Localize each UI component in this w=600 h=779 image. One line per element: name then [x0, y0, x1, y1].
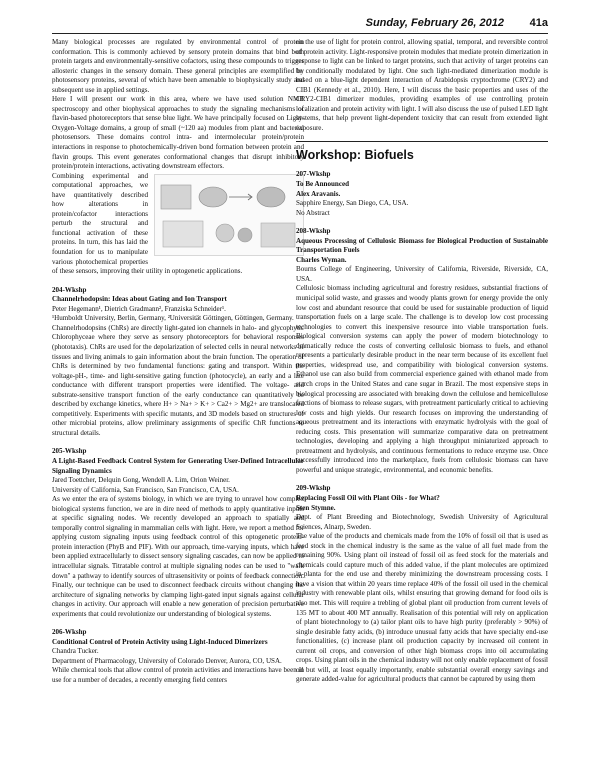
abstract-title: To Be Announced [296, 180, 350, 189]
abstract-figure [154, 174, 304, 256]
intro-paragraph: Combining experimental and computational approaches, we have quantitatively described how alterations in protein/cofactor interactions perturb the structural and functional activation of these proteins. In turn, this has laid the foundation for us to manipulate various photochemical properties of these sensors, improving their utility in optogenetic applications. [52, 171, 243, 276]
abstract-affiliation: Bourns College of Engineering, University of California, Riverside, Riverside, CA, USA. [296, 265, 548, 283]
figure-panel [163, 221, 203, 247]
abstract-id: 205-Wkshp [52, 447, 87, 456]
figure-protein-shape [199, 187, 227, 207]
abstract-authors: Peter Hegemann¹, Dietrich Gradmann², Franziska Schneider¹. [52, 304, 226, 313]
abstract-id: 204-Wkshp [52, 285, 87, 294]
figure-domain-shape [238, 228, 252, 242]
abstract-affiliation: Dept. of Plant Breeding and Biotechnology, Swedish University of Agricultural Sciences, Alnarp, Sweden. [296, 513, 548, 531]
abstract [52, 628, 304, 685]
abstract-affiliation: ¹Humboldt University, Berlin, Germany, ²Universität Göttingen, Göttingen, Germany. [52, 314, 294, 323]
abstract-title: Replacing Fossil Oil with Plant Oils - for What? [296, 493, 440, 502]
figure-protein-shape [257, 187, 285, 207]
figure-panel [261, 223, 295, 247]
figure-graphic [155, 175, 303, 255]
running-header [52, 17, 548, 34]
abstract-body: No Abstract [296, 208, 330, 217]
abstract [296, 170, 548, 218]
abstract-authors: Alex Aravanis. [296, 189, 341, 198]
abstract-body: Cellulosic biomass including agricultural and forestry residues, substantial fractions of municipal solid waste, and grasses and woody plants grown for energy provide the only low cost and abundant resource that could be used for sustainable production of liquid transportation fuels on a large scale. The challenge is to develop low cost processing technologies to convert this inexpensive resource into viable transportation fuels. Biological conversion systems can apply the power of modern biotechnology to dramatically reduce the costs of converting cellulosic biomass to fuels, and ethanol represents a particularly desirable product in the near term because of its excellent fuel properties, widespread use, and compatibility with biological conversion systems. Ethanol use can also build from commercial experience gained with ethanol made from starch crops in the United States and cane sugar in Brazil. The most expensive steps in biological processing are associated with breaking down the cellulose and hemicellulose fractions of biomass to release sugars, with pretreatment particularly critical to achieving low costs and high yields. Our research focuses on improving the understanding of aqueous pretreatment and its interactions with enzymatic hydrolysis with the goal of reducing costs. This presentation will summarize comparative data on pretreatment technologies, developing and applying a high throughput miniaturized approach to pretreatment and hydrolysis, and continuous fermentations to reduce enzyme use. Once successfully introduced into the marketplace, fuels from cellulosic biomass can have powerful and unique strategic, environmental, and economic benefits. [296, 284, 548, 474]
abstract-id: 206-Wkshp [52, 628, 87, 637]
abstract-authors: Charles Wyman. [296, 255, 347, 264]
figure-panel [161, 185, 191, 209]
abstract-affiliation: University of California, San Francisco, San Francisco, CA, USA. [52, 485, 239, 494]
abstract-authors: Chandra Tucker. [52, 647, 99, 656]
right-column [296, 38, 548, 774]
abstract-affiliation: Sapphire Energy, San Diego, CA, USA. [296, 199, 409, 208]
header-page-number: 41a [529, 17, 548, 29]
abstract-authors: Jared Toettcher, Delquin Gong, Wendell A. Lim, Orion Weiner. [52, 476, 230, 485]
abstract-body: While chemical tools that allow control of protein activities and interactions have been in use for a number of decades, a recently emerging field centers [52, 666, 304, 684]
abstract-id: 208-Wkshp [296, 227, 331, 236]
abstract [296, 484, 548, 684]
intro-paragraph: Here I will present our work in this area, where we have used solution NMR spectroscopy and other biophysical approaches to study the signaling mechanisms of flavin-based photoreceptors that sense blue light. We have principally focused on Light-Oxygen-Voltage domains, a group of small (~120 aa) modules from plant and bacterial photosensors. These domains control intra- and intermolecular protein/protein interactions in response to photochemically-driven bond formation between protein and flavin groups. This event generates conformational changes that disrupt inhibitory protein/protein interactions, activating downstream effectors. [52, 95, 304, 171]
abstract [52, 447, 304, 619]
abstract-title: Aqueous Processing of Cellulosic Biomass for Biological Production of Sustainable Transportation Fuels [296, 236, 548, 255]
abstract-id: 209-Wkshp [296, 484, 331, 493]
abstract [296, 227, 548, 475]
intro-with-figure [52, 172, 304, 277]
abstract-title: Channelrhodopsin: Ideas about Gating and Ion Transport [52, 295, 227, 304]
intro-paragraph: Many biological processes are regulated by environmental control of protein conformation. This is commonly achieved by sensory protein domains that bind both protein targets and environmentally-sensitive cofactors, using these compounds to trigger allosteric changes in the sensory domain. These general principles are exemplified by photosensory proteins, several of which have been amenable to biophysically study and subsequent use in applied settings. [52, 38, 304, 94]
abstract [52, 286, 304, 439]
abstract-body: The value of the products and chemicals made from the 10% of fossil oil that is used as feed stock in the chemical industry is the same as the value of all fuel made from the remaining 90%. Using plant oil instead of fossil oil as feed stock for the materials and chemicals could capture much of this added value, if the plant molecules are optimized in-planta for the end use and thereby minimizing the downstream processing costs. I have a vision that within 20 years time replace 40% of the fossil oil used in the chemical industry with renewable plant oils, whilst ensuring that growing demand for food oils is also met. This will require a trebling of global plant oil production from current levels of 135 MT to about 400 MT annually. Realisation of this potential will rely on application of plant biotechnology to (a) tailor plant oils to have high purity (preferably > 90%) of single desirable fatty acids, (b) introduce unusual fatty acids that have specialty end-use functionalities, (c) increase plant oil production capacity by increased oil content in current oil crops, and conversion of other high biomass crops into oil accumulating crops. Using plant oils in the chemical industry will not only enable replacement of fossil oil but will, at least equally importantly, enable substantial overall energy savings and generate added-value for agricultural products that cannot be captured by using them [296, 532, 548, 684]
abstract-authors: Sten Stymne. [296, 503, 336, 512]
workshop-heading: Workshop: Biofuels [296, 141, 548, 162]
abstract-id: 207-Wkshp [296, 170, 331, 179]
abstract-body: Channelrhodopsins (ChRs) are directly light-gated ion channels in halo- and glycophytic Chlorophyceae where they serve as sensory photoreceptors for behavioral responses (phototaxis). ChRs are used for the depolarization of selected cells in neural networks of tissues and living animals to gain information about the brain function. The operation of ChRs is determined by two fundamental functions: gating and transport. Within the voltage-pH-, time- and light-sensitive gating function (photocycle), an early and a late conductance with different transport properties were identified. The voltage- and substrate-sensitive transport function of the early conductance can quantitatively be described by exchange kinetics, where H+ > Na+ > K+ > Ca2+ > Mg2+ are translocated competitively. Experiments with specific mutants, and 3D models based on structures of other microbial proteins, allow preliminary assignments of specific ChR functions to structural details. [52, 323, 304, 437]
figure-domain-shape [216, 224, 234, 242]
header-date: Sunday, February 26, 2012 [365, 17, 504, 29]
abstract-title: A Light-Based Feedback Control System for Generating User-Defined Intracellular Signaling Dynamics [52, 456, 304, 475]
abstract-title: Conditional Control of Protein Activity using Light-Induced Dimerizers [52, 637, 268, 646]
abstract-affiliation: Department of Pharmacology, University of Colorado Denver, Aurora, CO, USA. [52, 656, 282, 665]
left-column [52, 38, 304, 774]
abstract-body: As we enter the era of systems biology, in which we are trying to unravel how complex biological systems function, we are in dire need of methods to apply quantitative inputs at specific signaling nodes. We recently developed an approach to spatially and temporally control signaling in mammalian cells with light. Here, we report a method for applying custom signaling inputs using feedback control of this optogenetic protein-protein interaction (PhyB and PIF). With our approach, time-varying inputs, which have been applied extracellularly to dissect sensory signaling cascades, can now be applied to intracellular signals. Titratable control at multiple signaling nodes can be used to "walk down" a pathway to identify sources of ultrasensitivity or points of feedback connection. Finally, our technique can be used to disconnect feedback circuits without changing the architecture of signaling networks by clamping light-gated input signals against cellular changes in activity. Our approach will enable a new generation of precision perturbative experiments that could revolutionize our understanding of biological systems. [52, 495, 304, 618]
continued-abstract-body: on the use of light for protein control, allowing spatial, temporal, and reversible control of protein activity. Light-responsive protein modules that mediate protein dimerization in response to light can be linked to target proteins, such that activity of target proteins can be conditionally modulated by light. One such light-mediated dimerization module is based on a blue-light dependent interaction of Arabidopsis cryptochrome (CRY2) and CIB1 (Kennedy et al., 2010). Here, I will discuss the basic properties and uses of the CRY2-CIB1 dimerizer modules, providing examples of use controlling protein localization and protein activity with light. I will also discuss the use of pulsed LED light systems, that help prevent light-dependent toxicity that can result from extended light exposure. [296, 38, 548, 132]
